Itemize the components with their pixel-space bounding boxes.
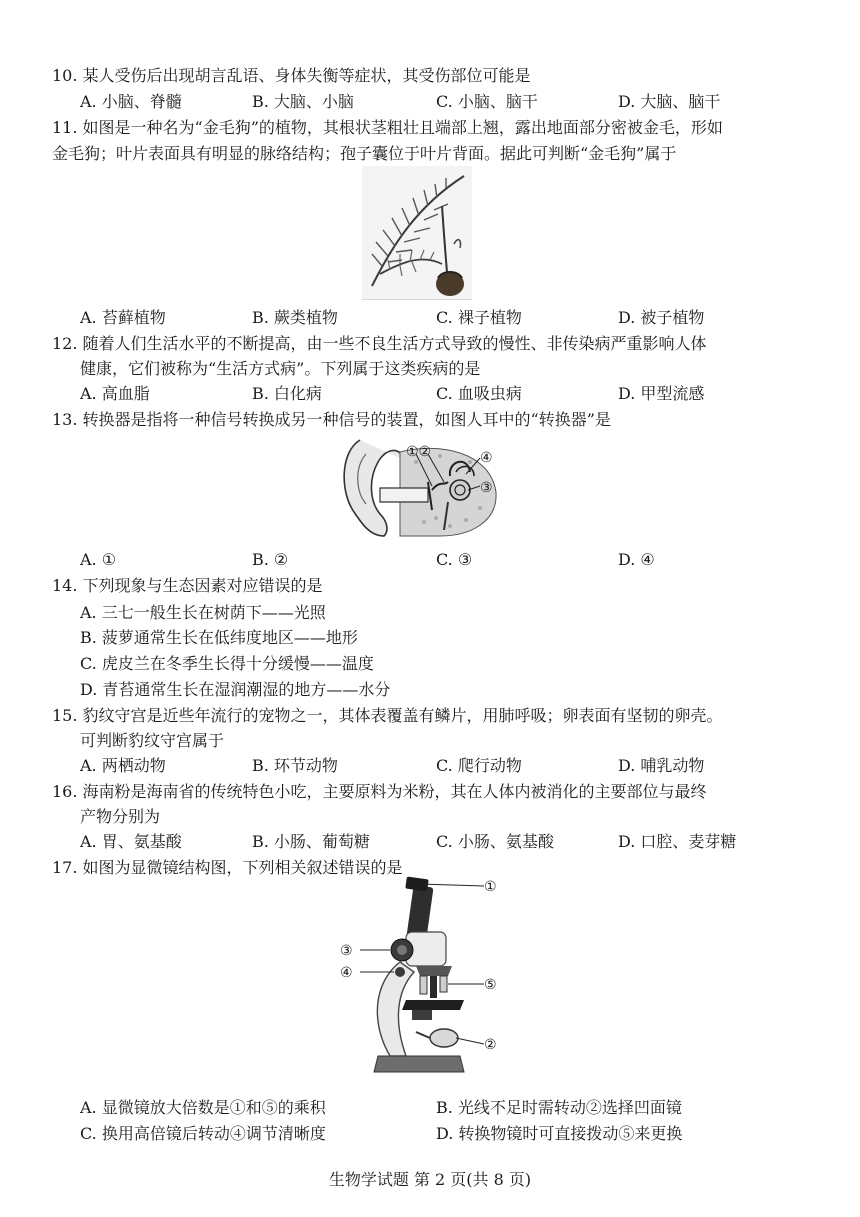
q13-option-d: D. ④	[618, 550, 655, 569]
q13-option-b: B. ②	[252, 550, 289, 569]
q11-option-d: D. 被子植物	[618, 308, 705, 327]
microscope-label-5: ⑤	[484, 977, 497, 993]
q14-stem: 14. 下列现象与生态因素对应错误的是	[52, 576, 323, 595]
q14-option-c: C. 虎皮兰在冬季生长得十分缓慢——温度	[80, 654, 374, 673]
q14-option-d: D. 青苔通常生长在湿润潮湿的地方——水分	[80, 680, 391, 699]
q15-option-b: B. 环节动物	[252, 756, 338, 775]
q14-option-b: B. 菠萝通常生长在低纬度地区——地形	[80, 628, 358, 647]
q15-stem-line1: 15. 豹纹守宫是近些年流行的宠物之一，其体表覆盖有鳞片，用肺呼吸；卵表面有坚韧的卵壳。	[52, 706, 723, 725]
q17-option-a: A. 显微镜放大倍数是①和⑤的乘积	[80, 1098, 326, 1117]
q10-option-b: B. 大脑、小脑	[252, 92, 354, 111]
q12-option-c: C. 血吸虫病	[436, 384, 522, 403]
q13-option-a: A. ①	[80, 550, 117, 569]
q12-option-d: D. 甲型流感	[618, 384, 705, 403]
q13-option-c: C. ③	[436, 550, 473, 569]
q11-stem-line2: 金毛狗；叶片表面具有明显的脉络结构；孢子囊位于叶片背面。据此可判断“金毛狗”属于	[52, 144, 677, 163]
q14-option-a: A. 三七一般生长在树荫下——光照	[80, 603, 326, 622]
q10-option-a: A. 小脑、脊髓	[80, 92, 182, 111]
q16-option-a: A. 胃、氨基酸	[80, 832, 182, 851]
q12-option-a: A. 高血脂	[80, 384, 150, 403]
q11-option-c: C. 裸子植物	[436, 308, 522, 327]
q11-option-b: B. 蕨类植物	[252, 308, 338, 327]
q17-option-c: C. 换用高倍镜后转动④调节清晰度	[80, 1124, 326, 1143]
q17-option-d: D. 转换物镜时可直接拨动⑤来更换	[436, 1124, 683, 1143]
q16-stem-line1: 16. 海南粉是海南省的传统特色小吃，主要原料为米粉，其在人体内被消化的主要部位与最终	[52, 782, 707, 801]
q16-stem-line2: 产物分别为	[80, 807, 161, 826]
q15-option-d: D. 哺乳动物	[618, 756, 705, 775]
ear-label-1-2: ①②	[406, 444, 432, 460]
fern-plant-image	[362, 166, 472, 300]
page-footer: 生物学试题 第 2 页(共 8 页)	[328, 1170, 532, 1189]
q17-option-b: B. 光线不足时需转动②选择凹面镜	[436, 1098, 682, 1117]
q13-stem: 13. 转换器是指将一种信号转换成另一种信号的装置，如图人耳中的“转换器”是	[52, 410, 611, 429]
q10-stem: 10. 某人受伤后出现胡言乱语、身体失衡等症状，其受伤部位可能是	[52, 66, 531, 85]
q10-option-c: C. 小脑、脑干	[436, 92, 538, 111]
q16-option-c: C. 小肠、氨基酸	[436, 832, 554, 851]
ear-label-3: ③	[480, 480, 493, 496]
microscope-label-3: ③	[340, 943, 353, 959]
q12-option-b: B. 白化病	[252, 384, 322, 403]
q11-option-a: A. 苔藓植物	[80, 308, 166, 327]
q12-stem-line2: 健康，它们被称为“生活方式病”。下列属于这类疾病的是	[80, 359, 481, 378]
q16-option-b: B. 小肠、葡萄糖	[252, 832, 370, 851]
q15-option-c: C. 爬行动物	[436, 756, 522, 775]
microscope-image	[360, 872, 500, 1082]
q12-stem-line1: 12. 随着人们生活水平的不断提高，由一些不良生活方式导致的慢性、非传染病严重影响人体	[52, 334, 707, 353]
q17-stem: 17. 如图为显微镜结构图，下列相关叙述错误的是	[52, 858, 403, 877]
q10-option-d: D. 大脑、脑干	[618, 92, 721, 111]
microscope-label-1: ①	[484, 879, 497, 895]
microscope-label-4: ④	[340, 965, 353, 981]
microscope-label-2: ②	[484, 1037, 497, 1053]
q15-stem-line2: 可判断豹纹守宫属于	[80, 731, 225, 750]
q11-stem-line1: 11. 如图是一种名为“金毛狗”的植物，其根状茎粗壮且端部上翘，露出地面部分密被金毛，形如	[52, 118, 723, 137]
q15-option-a: A. 两栖动物	[80, 756, 166, 775]
q16-option-d: D. 口腔、麦芽糖	[618, 832, 737, 851]
ear-label-4: ④	[480, 450, 493, 466]
